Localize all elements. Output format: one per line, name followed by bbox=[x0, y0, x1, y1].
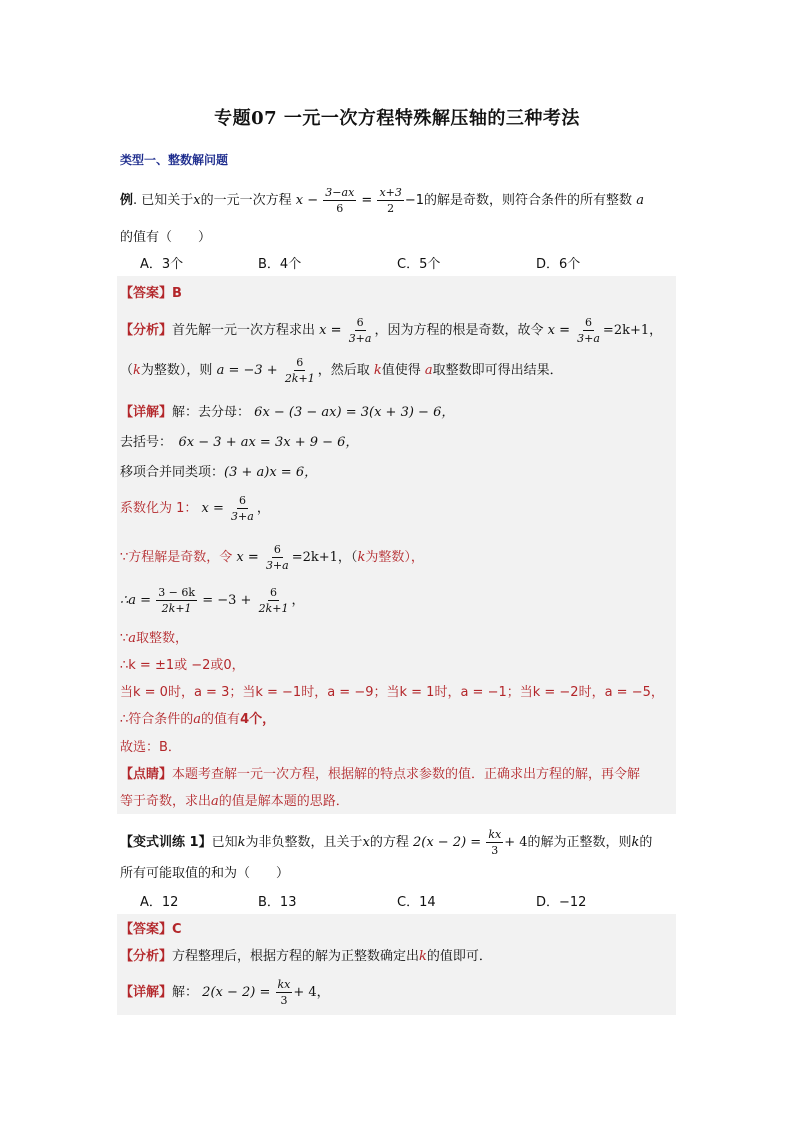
fraction: $\frac{kx}{3}$ bbox=[277, 978, 291, 1007]
comment-line-2: 等于奇数，求出a的值是解本题的思路． bbox=[120, 794, 349, 809]
detail-step-4: 系数化为 1： x = $\frac{6}{3+a}$ ， bbox=[120, 494, 270, 523]
answer-line: 【答案】B bbox=[120, 286, 182, 301]
fraction: $\frac{6}{3+a}$ bbox=[577, 316, 600, 345]
section-heading: 类型一、整数解问题 bbox=[120, 153, 229, 167]
analysis-line-2: （k为整数），则 a = −3 + $\frac{6}{2k+1}$ ，然后取 k值使得 a取整数即可得出结果． bbox=[120, 356, 563, 385]
fraction: $\frac{6}{3+a}$ bbox=[265, 543, 289, 572]
choice-a: A．3个 bbox=[140, 257, 184, 272]
fraction: $\frac{6}{3+a}$ bbox=[231, 494, 254, 523]
answer-value: C bbox=[172, 922, 182, 937]
example-lead: 例 bbox=[120, 193, 134, 208]
fraction: $\frac{3-ax}{6}$ bbox=[325, 186, 355, 215]
choice-b: B．4个 bbox=[258, 257, 302, 272]
detail-step-3: 移项合并同类项：(3 + a)x = 6， bbox=[120, 465, 318, 480]
choice-d: D．−12 bbox=[536, 895, 587, 910]
detail-step-5: ∵方程解是奇数，令 x = $\frac{6}{3+a}$ =2k+1，（k为整数）， bbox=[120, 543, 424, 572]
analysis-line: 【分析】首先解一元一次方程求出 x = $\frac{6}{3+a}$ ，因为方程的根是奇数，故令 x = $\frac{6}{3+a}$ =2k+1， bbox=[120, 316, 663, 345]
detail-step-8: ∴k = ±1或 −2或0， bbox=[120, 658, 245, 673]
fraction: $\frac{kx}{3}$ bbox=[488, 828, 502, 857]
detail-line: 【详解】解：去分母： 6x − (3 − ax) = 3(x + 3) − 6， bbox=[120, 405, 455, 420]
detail-step-6: ∴a = $\frac{3 - 6k}{2k+1}$ = −3 + $\frac{6}{2k+1}$ ， bbox=[120, 586, 305, 615]
example-question-line2: 的值有（ ） bbox=[120, 230, 212, 245]
detail-step-9: 当k = 0时，a = 3；当k = −1时，a = −9；当k = 1时，a = −1；当k = −2时，a = −5， bbox=[120, 685, 664, 700]
choice-c: C．5个 bbox=[397, 257, 441, 272]
fraction: $\frac{6}{2k+1}$ bbox=[284, 356, 315, 385]
variant-question-line2: 所有可能取值的和为（ ） bbox=[120, 866, 290, 881]
fraction: $\frac{x+3}{2}$ bbox=[379, 186, 402, 215]
detail-step-2: 去括号： 6x − 3 + ax = 3x + 9 − 6， bbox=[120, 435, 359, 450]
variant-question: 【变式训练 1】已知k为非负整数，且关于x的方程 2(x − 2) = $\frac{kx}{3}$ + 4的解为正整数，则k的 bbox=[120, 828, 653, 857]
analysis-line-v: 【分析】方程整理后，根据方程的解为正整数确定出k的值即可． bbox=[120, 949, 492, 964]
comment-line: 【点睛】本题考查解一元一次方程，根据解的特点求参数的值．正确求出方程的解，再令解 bbox=[120, 767, 641, 782]
choice-d: D．6个 bbox=[536, 257, 581, 272]
fraction: $\frac{6}{2k+1}$ bbox=[258, 586, 289, 615]
choice-a: A．12 bbox=[140, 895, 179, 910]
fraction: $\frac{3 - 6k}{2k+1}$ bbox=[158, 586, 196, 615]
detail-step-10: ∴符合条件的a的值有4个， bbox=[120, 712, 276, 727]
detail-line-v: 【详解】解： 2(x − 2) = $\frac{kx}{3}$ + 4， bbox=[120, 978, 330, 1007]
page-title: 专题07 一元一次方程特殊解压轴的三种考法 bbox=[214, 108, 580, 129]
fraction: $\frac{6}{3+a}$ bbox=[348, 316, 372, 345]
example-question: 例. 已知关于x的一元一次方程 x − $\frac{3-ax}{6}$ = $\frac{x+3}{2}$ −1的解是奇数，则符合条件的所有整数 a bbox=[120, 186, 644, 215]
choice-c: C．14 bbox=[397, 895, 436, 910]
answer-value: B bbox=[172, 286, 182, 301]
answer-line-2: 【答案】C bbox=[120, 922, 182, 937]
detail-step-11: 故选：B． bbox=[120, 740, 181, 755]
choice-b: B．13 bbox=[258, 895, 297, 910]
detail-step-7: ∵a取整数， bbox=[120, 631, 189, 646]
